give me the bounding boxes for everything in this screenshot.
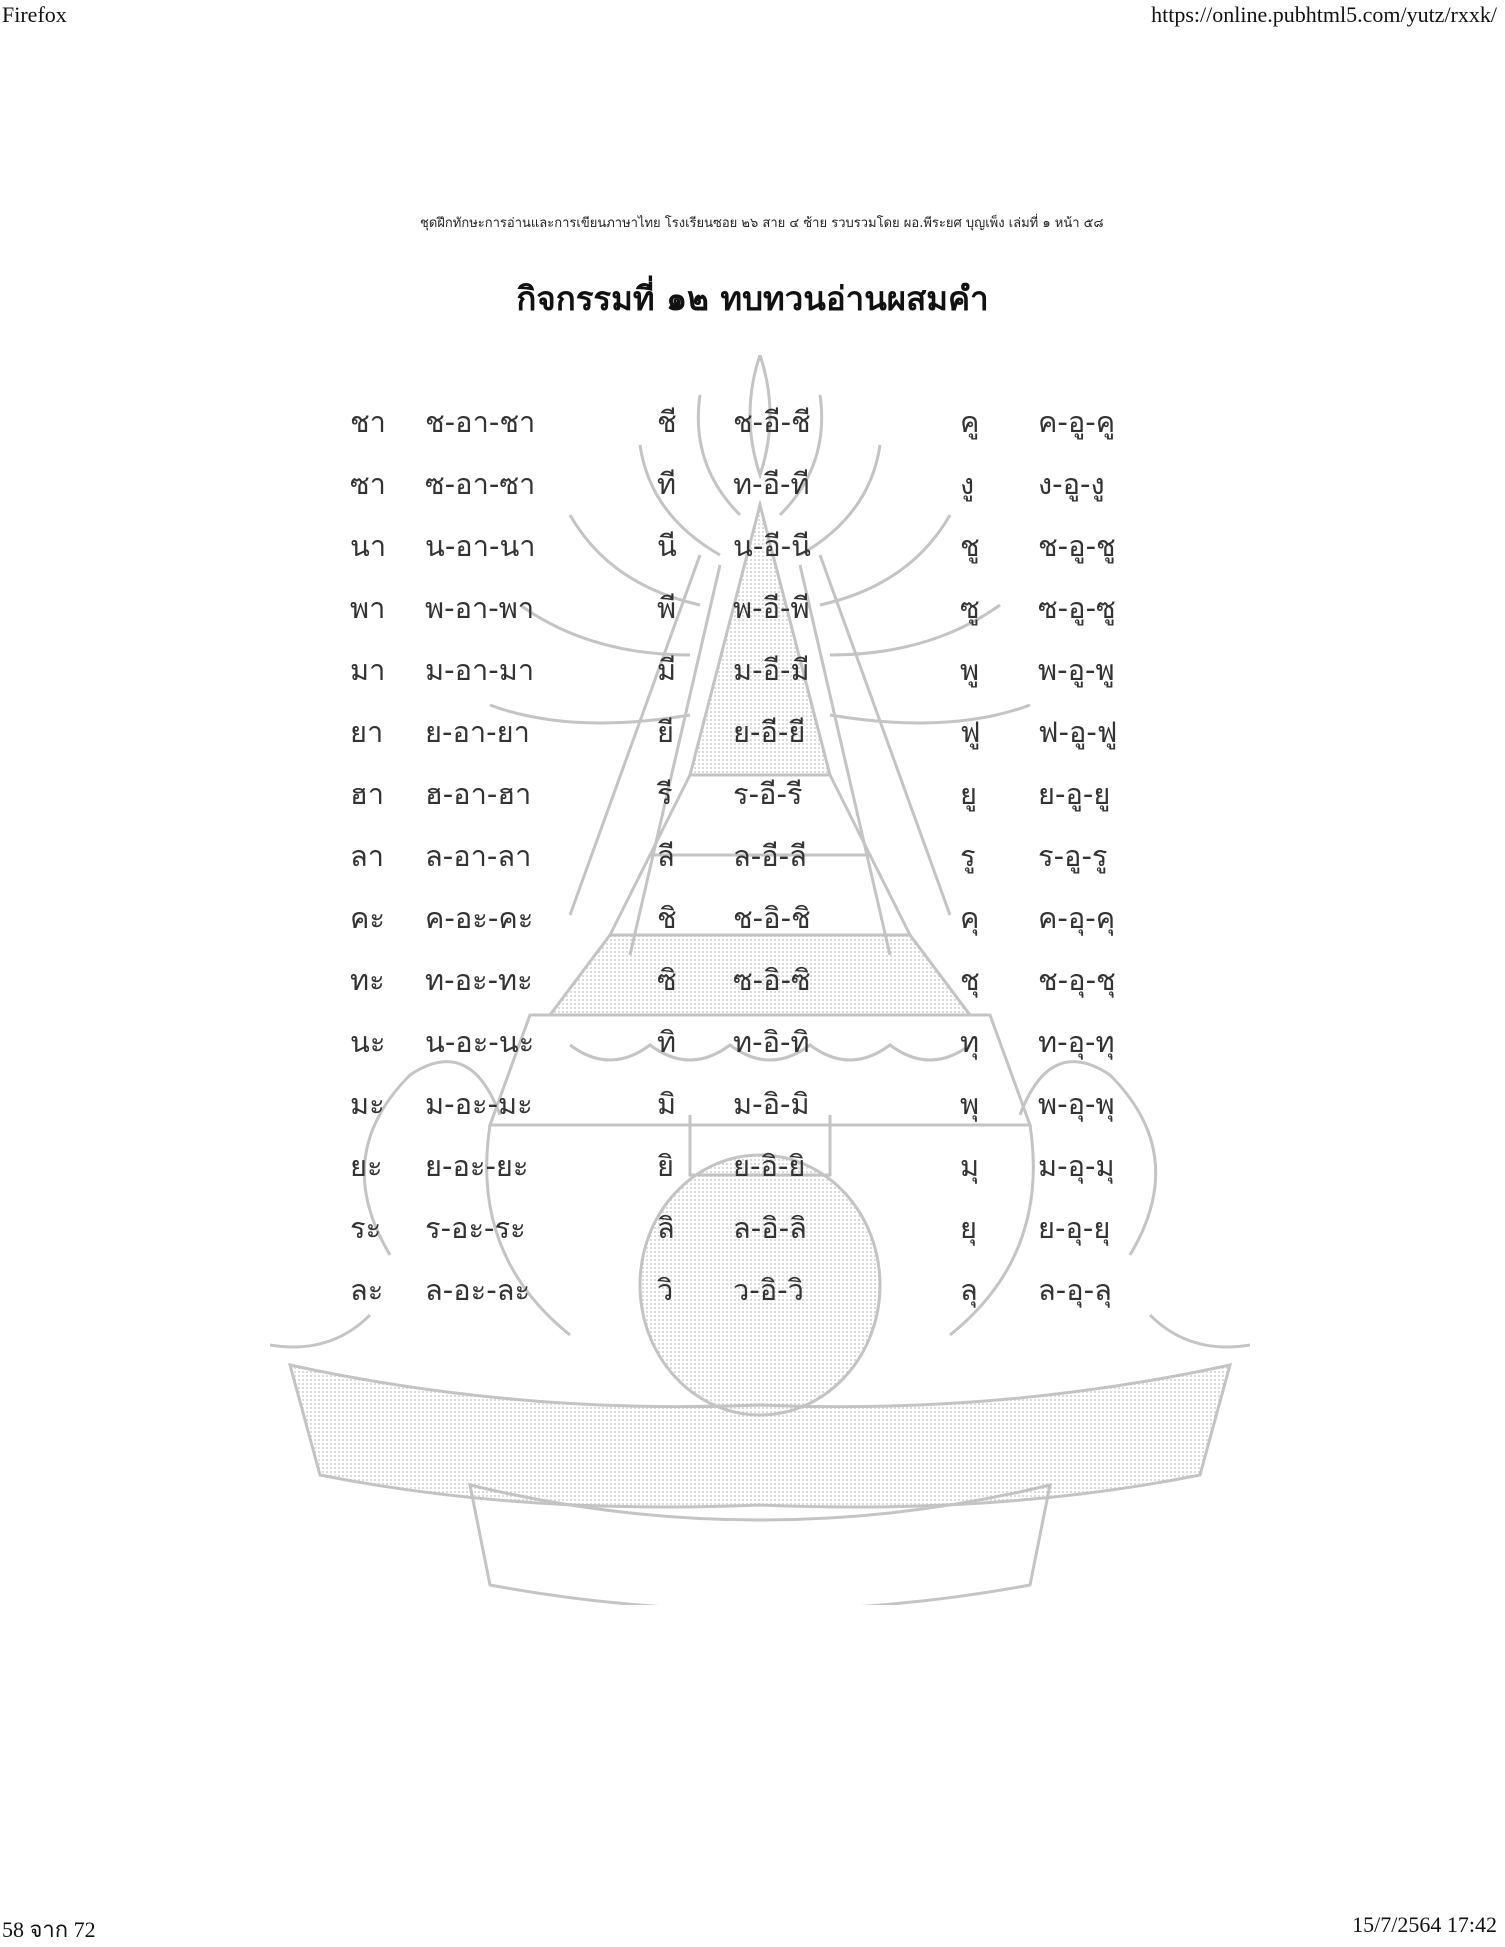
word-cell: วิ <box>657 1273 674 1307</box>
word-cell: ยะ <box>350 1149 383 1183</box>
word-cell: รู <box>960 839 976 873</box>
spelling-cell: ค-อุ-คุ <box>1038 901 1116 935</box>
word-cell: มะ <box>350 1087 385 1121</box>
spelling-cell: น-อา-นา <box>425 529 536 563</box>
table-row <box>0 710 1505 760</box>
word-cell: ทะ <box>350 963 385 997</box>
word-cell: ชู <box>960 529 980 563</box>
word-cell: ซา <box>350 467 386 501</box>
word-cell: ลี <box>657 839 675 873</box>
word-cell: นะ <box>350 1025 386 1059</box>
table-row <box>0 772 1505 822</box>
table-row <box>0 1020 1505 1070</box>
word-cell: ทิ <box>657 1025 677 1059</box>
word-cell: คู <box>960 405 980 439</box>
browser-name: Firefox <box>2 2 67 27</box>
word-cell: ซิ <box>657 963 677 997</box>
word-cell: ชิ <box>657 901 677 935</box>
spelling-cell: ย-อี-ยี <box>733 715 806 749</box>
spelling-cell: ล-อา-ลา <box>425 839 532 873</box>
spelling-cell: ย-อา-ยา <box>425 715 530 749</box>
word-cell: นา <box>350 529 387 563</box>
spelling-cell: ล-อิ-ลิ <box>733 1211 807 1245</box>
table-row <box>0 1082 1505 1132</box>
page-title: กิจกรรมที่ ๑๒ ทบทวนอ่านผสมคำ <box>516 279 989 318</box>
table-row <box>0 834 1505 884</box>
word-cell: ยา <box>350 715 384 749</box>
spelling-cell: ซ-อู-ซู <box>1038 591 1116 625</box>
spelling-cell: ซ-อา-ซา <box>425 467 536 501</box>
spelling-cell: ซ-อิ-ซิ <box>733 963 811 997</box>
table-row <box>0 1206 1505 1256</box>
word-cell: ยู <box>960 777 977 811</box>
word-cell: ชุ <box>960 963 980 997</box>
spelling-cell: ท-อะ-ทะ <box>425 963 533 997</box>
word-cell: คุ <box>960 901 980 935</box>
spelling-cell: ม-อี-มี <box>733 653 810 687</box>
spelling-cell: ร-อี-รี <box>733 777 803 811</box>
word-cell: ทุ <box>960 1025 980 1059</box>
table-row <box>0 462 1505 512</box>
spelling-cell: ท-อิ-ทิ <box>733 1025 810 1059</box>
spelling-cell: ม-อา-มา <box>425 653 535 687</box>
word-cell: ซู <box>960 591 980 625</box>
spelling-cell: ช-อุ-ชุ <box>1038 963 1116 997</box>
spelling-cell: ช-อี-ชี <box>733 405 811 439</box>
word-cell: ยิ <box>657 1149 674 1183</box>
spelling-cell: ม-อุ-มุ <box>1038 1149 1115 1183</box>
spelling-cell: ค-อะ-คะ <box>425 901 534 935</box>
word-cell: นี <box>657 529 677 563</box>
word-cell: มา <box>350 653 386 687</box>
word-cell: มิ <box>657 1087 677 1121</box>
spelling-cell: ท-อุ-ทุ <box>1038 1025 1115 1059</box>
spelling-cell: ย-อะ-ยะ <box>425 1149 529 1183</box>
page-counter: 58 จาก 72 <box>2 1917 96 1942</box>
word-cell: งู <box>960 467 975 501</box>
spelling-cell: น-อะ-นะ <box>425 1025 535 1059</box>
word-cell: พุ <box>960 1087 980 1121</box>
spelling-cell: ม-อิ-มิ <box>733 1087 810 1121</box>
spelling-cell: ท-อี-ที <box>733 467 810 501</box>
spelling-cell: ฟ-อู-ฟู <box>1038 715 1118 749</box>
table-row <box>0 400 1505 450</box>
spelling-cell: ย-อู-ยู <box>1038 777 1111 811</box>
spelling-cell: ล-อี-ลี <box>733 839 807 873</box>
spelling-cell: พ-อี-พี <box>733 591 810 625</box>
word-cell: ฮา <box>350 777 384 811</box>
word-cell: พี <box>657 591 677 625</box>
word-cell: ชี <box>657 405 677 439</box>
table-row <box>0 648 1505 698</box>
spelling-cell: พ-อู-พู <box>1038 653 1115 687</box>
word-cell: ลา <box>350 839 385 873</box>
page-url[interactable]: https://online.pubhtml5.com/yutz/rxxk/ <box>1151 2 1497 27</box>
word-cell: ละ <box>350 1273 384 1307</box>
word-cell: มุ <box>960 1149 980 1183</box>
spelling-cell: ร-อู-รู <box>1038 839 1108 873</box>
word-cell: ฟู <box>960 715 981 749</box>
spelling-cell: ร-อะ-ระ <box>425 1211 526 1245</box>
table-row <box>0 524 1505 574</box>
spelling-cell: ย-อุ-ยุ <box>1038 1211 1111 1245</box>
table-row <box>0 1144 1505 1194</box>
spelling-cell: ว-อิ-วิ <box>733 1273 804 1307</box>
word-cell: คะ <box>350 901 385 935</box>
table-row <box>0 896 1505 946</box>
word-cell: ลิ <box>657 1211 675 1245</box>
spelling-cell: พ-อุ-พุ <box>1038 1087 1115 1121</box>
table-row <box>0 1268 1505 1318</box>
word-cell: พา <box>350 591 386 625</box>
word-cell: ยี <box>657 715 674 749</box>
spelling-cell: พ-อา-พา <box>425 591 535 625</box>
word-cell: รี <box>657 777 673 811</box>
spelling-cell: น-อี-นี <box>733 529 811 563</box>
spelling-cell: ย-อิ-ยิ <box>733 1149 806 1183</box>
word-cell: ที <box>657 467 677 501</box>
spelling-cell: ช-อู-ชู <box>1038 529 1116 563</box>
spelling-cell: ล-อุ-ลุ <box>1038 1273 1112 1307</box>
spelling-cell: ล-อะ-ละ <box>425 1273 531 1307</box>
word-cell: พู <box>960 653 980 687</box>
document-header: ชุดฝึกทักษะการอ่านและการเขียนภาษาไทย โรงเรียนซอย ๒๖ สาย ๔ ซ้าย รวบรวมโดย ผอ.พีระยศ บุญเพ็ง เล่มที่ ๑ หน้า ๕๘ <box>420 216 1104 231</box>
word-cell: ชา <box>350 405 386 439</box>
spelling-cell: ฮ-อา-ฮา <box>425 777 532 811</box>
print-datetime: 15/7/2564 17:42 <box>1352 1912 1497 1937</box>
spelling-cell: ช-อา-ชา <box>425 405 536 439</box>
word-cell: ยุ <box>960 1211 977 1245</box>
spelling-cell: ช-อิ-ชิ <box>733 901 811 935</box>
table-row <box>0 958 1505 1008</box>
spelling-cell: ม-อะ-มะ <box>425 1087 533 1121</box>
spelling-cell: ง-อู-งู <box>1038 467 1105 501</box>
word-cell: ระ <box>350 1211 382 1245</box>
table-row <box>0 586 1505 636</box>
word-cell: ลุ <box>960 1273 978 1307</box>
word-cell: มี <box>657 653 677 687</box>
spelling-cell: ค-อู-คู <box>1038 405 1116 439</box>
